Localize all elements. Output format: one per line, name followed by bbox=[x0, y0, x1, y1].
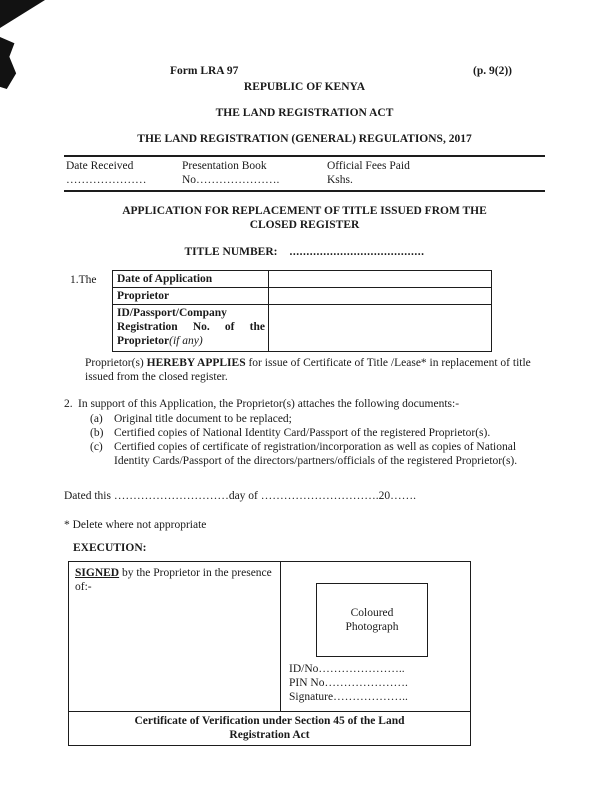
application-heading-line1: APPLICATION FOR REPLACEMENT OF TITLE ISSUED FROM THE bbox=[122, 205, 487, 217]
signed-word: SIGNED bbox=[75, 567, 120, 579]
list-item bbox=[90, 440, 545, 468]
title-number-dotted-line: ........................................ bbox=[289, 246, 425, 258]
title-number-label: TITLE NUMBER: bbox=[184, 246, 278, 258]
date-received-column bbox=[66, 159, 182, 187]
pin-number-line: PIN No…………………. bbox=[289, 677, 408, 689]
item-a-text: Original title document to be replaced; bbox=[114, 413, 292, 425]
photo-box-label bbox=[345, 606, 398, 634]
photo-cell bbox=[281, 562, 470, 711]
documents-list bbox=[90, 412, 545, 468]
official-fees-currency: Kshs. bbox=[327, 174, 353, 186]
execution-main-row bbox=[69, 562, 470, 711]
presentation-book-label: Presentation Book bbox=[182, 160, 267, 172]
id-passport-label bbox=[113, 305, 269, 352]
proprietor-label: Proprietor bbox=[113, 288, 269, 305]
id-number-line: ID/No………………….. bbox=[289, 663, 405, 675]
list-item bbox=[90, 426, 545, 440]
item-b-marker: (b) bbox=[90, 427, 104, 439]
official-fees-label: Official Fees Paid bbox=[327, 160, 410, 172]
date-of-application-field bbox=[269, 271, 492, 288]
form-header-line bbox=[64, 64, 545, 79]
signature-line: Signature……………….. bbox=[289, 691, 408, 703]
scan-artifact-edge bbox=[0, 37, 17, 89]
official-use-block bbox=[64, 155, 545, 192]
official-fees-column bbox=[327, 159, 545, 187]
item-b-text: Certified copies of National Identity Card/Passport of the registered Proprietor(s). bbox=[114, 427, 491, 439]
section-1 bbox=[70, 270, 545, 352]
statement-suffix: for issue of Certificate of Title /Lease* in replacement of title issued from the closed register. bbox=[85, 357, 531, 383]
certificate-line1: Certificate of Verification under Section 45 of the Land bbox=[134, 715, 405, 727]
signed-cell bbox=[69, 562, 281, 711]
section-2-number: 2. bbox=[64, 398, 73, 410]
proprietor-field bbox=[269, 288, 492, 305]
form-content bbox=[64, 64, 545, 746]
photo-label-line2: Photograph bbox=[345, 621, 399, 633]
date-of-application-label: Date of Application bbox=[113, 271, 269, 288]
act-title: THE LAND REGISTRATION ACT bbox=[215, 107, 394, 119]
section-2-intro bbox=[64, 397, 545, 411]
statement-prefix: Proprietor(s) bbox=[85, 357, 147, 369]
id-passport-field bbox=[269, 305, 492, 352]
date-received-label: Date Received bbox=[66, 160, 134, 172]
application-heading bbox=[64, 204, 545, 232]
delete-footnote: * Delete where not appropriate bbox=[64, 519, 207, 531]
proprietor-table bbox=[112, 270, 492, 352]
item-a-marker: (a) bbox=[90, 413, 103, 425]
item-c-marker: (c) bbox=[90, 441, 103, 453]
date-received-dotted-line: ………………… bbox=[66, 174, 147, 186]
application-heading-line2: CLOSED REGISTER bbox=[249, 219, 360, 231]
certificate-line2: Registration Act bbox=[229, 729, 310, 741]
if-any-note: (if any) bbox=[169, 335, 203, 347]
table-row bbox=[113, 288, 492, 305]
coloured-photograph-box bbox=[316, 583, 428, 657]
hereby-applies-text: HEREBY APPLIES bbox=[146, 357, 246, 369]
list-item bbox=[90, 412, 545, 426]
id-passport-label-text: ID/Passport/Company Registration No. of the Proprietor bbox=[117, 307, 265, 347]
presentation-book-column bbox=[182, 159, 327, 187]
execution-heading: EXECUTION: bbox=[73, 542, 147, 554]
section-1-prefix: 1.The bbox=[70, 274, 97, 286]
regulations-title: THE LAND REGISTRATION (GENERAL) REGULATIONS, 2017 bbox=[137, 133, 472, 145]
scan-artifact-corner bbox=[0, 0, 45, 28]
table-row bbox=[113, 305, 492, 352]
signed-rest-text: by the Proprietor in the presence of:- bbox=[75, 567, 272, 593]
republic-title: REPUBLIC OF KENYA bbox=[243, 81, 366, 93]
page-reference: (p. 9(2)) bbox=[473, 65, 512, 77]
execution-table bbox=[68, 561, 471, 746]
item-c-text: Certified copies of certificate of registration/incorporation as well as copies of National Identity Cards/Passport of the directors/partners/officials of the registered Proprietor(s). bbox=[114, 441, 518, 467]
certificate-of-verification-row bbox=[69, 711, 470, 745]
presentation-book-dotted-line: No…………………. bbox=[182, 174, 280, 186]
section-2-intro-text: In support of this Application, the Proprietor(s) attaches the following documents:- bbox=[78, 398, 460, 410]
photo-label-line1: Coloured bbox=[350, 607, 394, 619]
form-code: Form LRA 97 bbox=[170, 65, 239, 77]
dated-line: Dated this …………………………day of ………………………….20……. bbox=[64, 490, 417, 502]
section-2 bbox=[64, 397, 545, 468]
application-statement bbox=[85, 356, 543, 384]
table-row bbox=[113, 271, 492, 288]
title-number-line bbox=[64, 245, 545, 259]
